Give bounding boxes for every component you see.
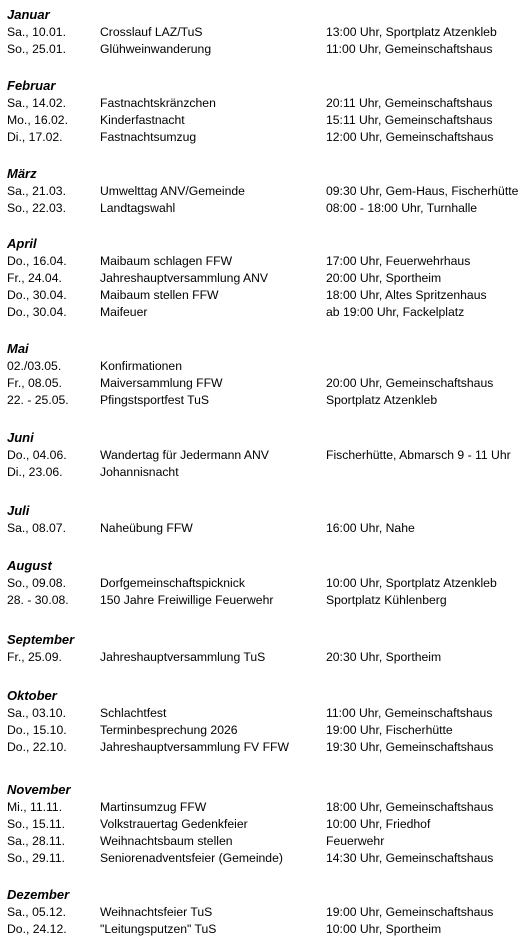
event-date: Sa., 03.10. bbox=[7, 706, 66, 720]
event-name: Volkstrauertag Gedenkfeier bbox=[100, 817, 248, 831]
event-row bbox=[0, 183, 532, 200]
event-name: Jahreshauptversammlung ANV bbox=[100, 271, 268, 285]
event-date: So., 25.01. bbox=[7, 42, 66, 56]
event-name: Jahreshauptversammlung FV FFW bbox=[100, 740, 289, 754]
event-time-location: 11:00 Uhr, Gemeinschaftshaus bbox=[326, 42, 493, 56]
event-name: Dorfgemeinschaftspicknick bbox=[100, 576, 245, 590]
event-row bbox=[0, 304, 532, 321]
month-heading: Juni bbox=[7, 430, 34, 445]
event-time-location: 17:00 Uhr, Feuerwehrhaus bbox=[326, 254, 471, 268]
month-heading: August bbox=[7, 558, 52, 573]
event-time-location: Sportplatz Atzenkleb bbox=[326, 393, 438, 407]
event-name: Fastnachtskränzchen bbox=[100, 96, 216, 110]
month-heading: Januar bbox=[7, 7, 50, 22]
event-name: Konfirmationen bbox=[100, 359, 182, 373]
event-time-location: 20:00 Uhr, Sportheim bbox=[326, 271, 442, 285]
event-row bbox=[0, 799, 532, 816]
event-date: So., 09.08. bbox=[7, 576, 66, 590]
month-heading: Februar bbox=[7, 78, 56, 93]
event-row bbox=[0, 392, 532, 409]
event-date: Sa., 28.11. bbox=[7, 834, 66, 848]
event-time-location: 18:00 Uhr, Gemeinschaftshaus bbox=[326, 800, 494, 814]
event-row bbox=[0, 520, 532, 537]
event-name: Seniorenadventsfeier (Gemeinde) bbox=[100, 851, 283, 865]
event-time-location: 13:00 Uhr, Sportplatz Atzenkleb bbox=[326, 25, 497, 39]
event-row bbox=[0, 464, 532, 481]
event-name: Schlachtfest bbox=[100, 706, 167, 720]
event-row bbox=[0, 253, 532, 270]
event-date: Do., 04.06. bbox=[7, 448, 67, 462]
event-name: Weihnachtsbaum stellen bbox=[100, 834, 233, 848]
event-time-location: ab 19:00 Uhr, Fackelplatz bbox=[326, 305, 465, 319]
event-time-location: 20:30 Uhr, Sportheim bbox=[326, 650, 442, 664]
event-row bbox=[0, 287, 532, 304]
event-date: Sa., 21.03. bbox=[7, 184, 66, 198]
event-time-location: 10:00 Uhr, Sportheim bbox=[326, 922, 442, 936]
event-row bbox=[0, 921, 532, 938]
event-time-location: 12:00 Uhr, Gemeinschaftshaus bbox=[326, 130, 494, 144]
event-name: 150 Jahre Freiwillige Feuerwehr bbox=[100, 593, 274, 607]
event-time-location: 16:00 Uhr, Nahe bbox=[326, 521, 415, 535]
event-row bbox=[0, 833, 532, 850]
event-time-location: 14:30 Uhr, Gemeinschaftshaus bbox=[326, 851, 494, 865]
event-date: Mi., 11.11. bbox=[7, 800, 63, 814]
event-row bbox=[0, 112, 532, 129]
event-row bbox=[0, 270, 532, 287]
event-row bbox=[0, 850, 532, 867]
month-heading: Juli bbox=[7, 503, 30, 518]
event-name: "Leitungsputzen" TuS bbox=[100, 922, 217, 936]
event-name: Crosslauf LAZ/TuS bbox=[100, 25, 203, 39]
event-row bbox=[0, 41, 532, 58]
event-name: Maiversammlung FFW bbox=[100, 376, 223, 390]
event-time-location: 19:30 Uhr, Gemeinschaftshaus bbox=[326, 740, 494, 754]
event-name: Maibaum schlagen FFW bbox=[100, 254, 233, 268]
event-row bbox=[0, 375, 532, 392]
event-time-location: 18:00 Uhr, Altes Spritzenhaus bbox=[326, 288, 487, 302]
month-heading: Dezember bbox=[7, 887, 70, 902]
event-date: 02./03.05. bbox=[7, 359, 62, 373]
event-name: Johannisnacht bbox=[100, 465, 179, 479]
event-time-location: 19:00 Uhr, Gemeinschaftshaus bbox=[326, 905, 494, 919]
event-time-location: Feuerwehr bbox=[326, 834, 385, 848]
event-row bbox=[0, 592, 532, 609]
event-date: So., 22.03. bbox=[7, 201, 66, 215]
event-date: Sa., 14.02. bbox=[7, 96, 66, 110]
event-name: Kinderfastnacht bbox=[100, 113, 185, 127]
event-date: Di., 17.02. bbox=[7, 130, 63, 144]
event-name: Fastnachtsumzug bbox=[100, 130, 197, 144]
event-time-location: 10:00 Uhr, Sportplatz Atzenkleb bbox=[326, 576, 497, 590]
event-time-location: 08:00 - 18:00 Uhr, Turnhalle bbox=[326, 201, 478, 215]
month-heading: Oktober bbox=[7, 688, 57, 703]
event-date: Fr., 08.05. bbox=[7, 376, 62, 390]
event-date: Do., 30.04. bbox=[7, 288, 67, 302]
event-row bbox=[0, 24, 532, 41]
event-name: Wandertag für Jedermann ANV bbox=[100, 448, 269, 462]
event-date: Do., 15.10. bbox=[7, 723, 67, 737]
event-date: Fr., 24.04. bbox=[7, 271, 62, 285]
event-time-location: Sportplatz Kühlenberg bbox=[326, 593, 447, 607]
event-date: Sa., 05.12. bbox=[7, 905, 66, 919]
event-date: Fr., 25.09. bbox=[7, 650, 62, 664]
month-heading: März bbox=[7, 166, 37, 181]
event-name: Glühweinwanderung bbox=[100, 42, 212, 56]
event-name: Maifeuer bbox=[100, 305, 148, 319]
month-heading: April bbox=[7, 236, 37, 251]
event-time-location: 20:11 Uhr, Gemeinschaftshaus bbox=[326, 96, 493, 110]
event-date: Do., 22.10. bbox=[7, 740, 67, 754]
event-time-location: 09:30 Uhr, Gem-Haus, Fischerhütte bbox=[326, 184, 519, 198]
event-date: So., 29.11. bbox=[7, 851, 66, 865]
event-date: Do., 24.12. bbox=[7, 922, 67, 936]
event-row bbox=[0, 904, 532, 921]
event-row bbox=[0, 129, 532, 146]
event-name: Martinsumzug FFW bbox=[100, 800, 207, 814]
event-date: Do., 30.04. bbox=[7, 305, 67, 319]
event-name: Pfingstsportfest TuS bbox=[100, 393, 210, 407]
event-row bbox=[0, 95, 532, 112]
event-name: Umwelttag ANV/Gemeinde bbox=[100, 184, 245, 198]
event-row bbox=[0, 200, 532, 217]
event-date: Di., 23.06. bbox=[7, 465, 63, 479]
event-row bbox=[0, 575, 532, 592]
event-row bbox=[0, 816, 532, 833]
event-row bbox=[0, 358, 532, 375]
event-time-location: 11:00 Uhr, Gemeinschaftshaus bbox=[326, 706, 493, 720]
event-date: Mo., 16.02. bbox=[7, 113, 68, 127]
event-date: Do., 16.04. bbox=[7, 254, 67, 268]
month-heading: September bbox=[7, 632, 75, 647]
event-name: Weihnachtsfeier TuS bbox=[100, 905, 213, 919]
month-heading: Mai bbox=[7, 341, 29, 356]
event-time-location: 20:00 Uhr, Gemeinschaftshaus bbox=[326, 376, 494, 390]
event-date: Sa., 10.01. bbox=[7, 25, 66, 39]
event-time-location: 15:11 Uhr, Gemeinschaftshaus bbox=[326, 113, 493, 127]
event-time-location: 19:00 Uhr, Fischerhütte bbox=[326, 723, 453, 737]
event-date: So., 15.11. bbox=[7, 817, 66, 831]
event-row bbox=[0, 649, 532, 666]
event-row bbox=[0, 705, 532, 722]
event-name: Maibaum stellen FFW bbox=[100, 288, 219, 302]
event-row bbox=[0, 739, 532, 756]
event-date: 22. - 25.05. bbox=[7, 393, 69, 407]
event-name: Terminbesprechung 2026 bbox=[100, 723, 238, 737]
event-row bbox=[0, 722, 532, 739]
event-time-location: 10:00 Uhr, Friedhof bbox=[326, 817, 431, 831]
event-name: Landtagswahl bbox=[100, 201, 176, 215]
event-row bbox=[0, 447, 532, 464]
month-heading: November bbox=[7, 782, 71, 797]
event-name: Jahreshauptversammlung TuS bbox=[100, 650, 266, 664]
event-date: Sa., 08.07. bbox=[7, 521, 66, 535]
event-name: Naheübung FFW bbox=[100, 521, 193, 535]
event-time-location: Fischerhütte, Abmarsch 9 - 11 Uhr bbox=[326, 448, 511, 462]
event-date: 28. - 30.08. bbox=[7, 593, 69, 607]
